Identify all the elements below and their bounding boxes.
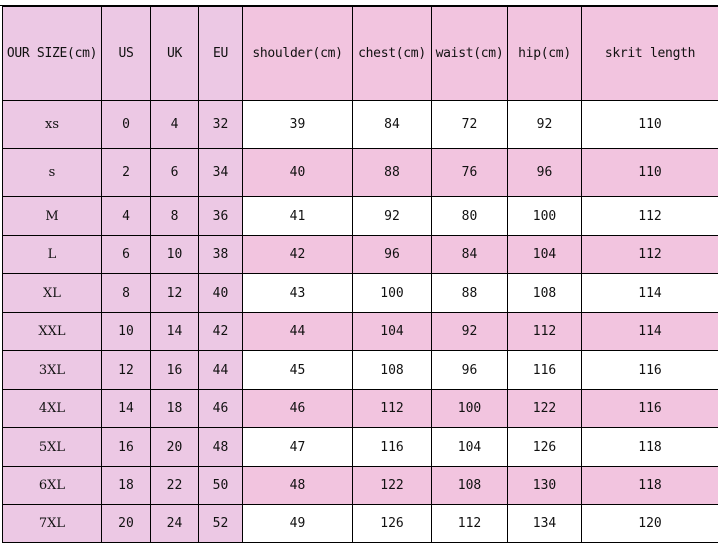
table-row	[3, 313, 718, 351]
chest-cell: 92	[353, 197, 432, 236]
shoulder-cell: 47	[243, 428, 353, 467]
waist-cell: 88	[432, 274, 508, 313]
table-row	[3, 149, 718, 197]
us-cell: 4	[102, 197, 151, 236]
waist-cell: 112	[432, 505, 508, 543]
length-cell: 116	[582, 351, 718, 390]
uk-cell: 8	[151, 197, 199, 236]
table-row	[3, 467, 718, 505]
uk-cell: 10	[151, 236, 199, 274]
table-row	[3, 197, 718, 236]
length-cell: 112	[582, 236, 718, 274]
size-cell: s	[3, 149, 102, 197]
size-cell: 6XL	[3, 467, 102, 505]
table-row	[3, 101, 718, 149]
eu-cell: 34	[199, 149, 243, 197]
chest-cell: 100	[353, 274, 432, 313]
hip-cell: 130	[508, 467, 582, 505]
hip-cell: 92	[508, 101, 582, 149]
waist-cell: 92	[432, 313, 508, 351]
chest-cell: 104	[353, 313, 432, 351]
shoulder-cell: 43	[243, 274, 353, 313]
eu-cell: 38	[199, 236, 243, 274]
us-cell: 2	[102, 149, 151, 197]
eu-cell: 32	[199, 101, 243, 149]
us-cell: 14	[102, 390, 151, 428]
hip-cell: 134	[508, 505, 582, 543]
size-cell: 5XL	[3, 428, 102, 467]
header-waist: waist(cm)	[432, 7, 508, 101]
shoulder-cell: 39	[243, 101, 353, 149]
size-cell: M	[3, 197, 102, 236]
uk-cell: 20	[151, 428, 199, 467]
header-us: US	[102, 7, 151, 101]
length-cell: 114	[582, 313, 718, 351]
table-row	[3, 390, 718, 428]
chest-cell: 126	[353, 505, 432, 543]
uk-cell: 6	[151, 149, 199, 197]
length-cell: 118	[582, 428, 718, 467]
length-cell: 110	[582, 101, 718, 149]
eu-cell: 36	[199, 197, 243, 236]
size-cell: L	[3, 236, 102, 274]
eu-cell: 40	[199, 274, 243, 313]
table-row	[3, 351, 718, 390]
waist-cell: 100	[432, 390, 508, 428]
table-row	[3, 505, 718, 543]
size-cell: XL	[3, 274, 102, 313]
us-cell: 16	[102, 428, 151, 467]
shoulder-cell: 44	[243, 313, 353, 351]
chest-cell: 112	[353, 390, 432, 428]
uk-cell: 4	[151, 101, 199, 149]
hip-cell: 126	[508, 428, 582, 467]
uk-cell: 12	[151, 274, 199, 313]
shoulder-cell: 49	[243, 505, 353, 543]
size-cell: 7XL	[3, 505, 102, 543]
header-uk: UK	[151, 7, 199, 101]
size-cell: xs	[3, 101, 102, 149]
header-size: OUR SIZE(cm)	[3, 7, 102, 101]
uk-cell: 16	[151, 351, 199, 390]
waist-cell: 72	[432, 101, 508, 149]
us-cell: 12	[102, 351, 151, 390]
waist-cell: 84	[432, 236, 508, 274]
header-eu: EU	[199, 7, 243, 101]
eu-cell: 42	[199, 313, 243, 351]
uk-cell: 24	[151, 505, 199, 543]
hip-cell: 104	[508, 236, 582, 274]
size-cell: 4XL	[3, 390, 102, 428]
length-cell: 116	[582, 390, 718, 428]
header-row	[3, 7, 718, 101]
length-cell: 120	[582, 505, 718, 543]
table-row	[3, 236, 718, 274]
shoulder-cell: 45	[243, 351, 353, 390]
waist-cell: 80	[432, 197, 508, 236]
uk-cell: 18	[151, 390, 199, 428]
length-cell: 112	[582, 197, 718, 236]
table-row	[3, 274, 718, 313]
shoulder-cell: 48	[243, 467, 353, 505]
us-cell: 10	[102, 313, 151, 351]
header-hip: hip(cm)	[508, 7, 582, 101]
chest-cell: 122	[353, 467, 432, 505]
header-shoulder: shoulder(cm)	[243, 7, 353, 101]
hip-cell: 112	[508, 313, 582, 351]
uk-cell: 22	[151, 467, 199, 505]
size-table	[2, 6, 718, 543]
waist-cell: 76	[432, 149, 508, 197]
shoulder-cell: 42	[243, 236, 353, 274]
hip-cell: 108	[508, 274, 582, 313]
us-cell: 8	[102, 274, 151, 313]
waist-cell: 108	[432, 467, 508, 505]
eu-cell: 52	[199, 505, 243, 543]
chest-cell: 96	[353, 236, 432, 274]
waist-cell: 104	[432, 428, 508, 467]
eu-cell: 50	[199, 467, 243, 505]
chest-cell: 108	[353, 351, 432, 390]
us-cell: 0	[102, 101, 151, 149]
table-row	[3, 428, 718, 467]
header-chest: chest(cm)	[353, 7, 432, 101]
us-cell: 18	[102, 467, 151, 505]
shoulder-cell: 41	[243, 197, 353, 236]
uk-cell: 14	[151, 313, 199, 351]
us-cell: 20	[102, 505, 151, 543]
shoulder-cell: 46	[243, 390, 353, 428]
eu-cell: 48	[199, 428, 243, 467]
size-cell: XXL	[3, 313, 102, 351]
eu-cell: 44	[199, 351, 243, 390]
hip-cell: 100	[508, 197, 582, 236]
shoulder-cell: 40	[243, 149, 353, 197]
size-cell: 3XL	[3, 351, 102, 390]
header-length: skrit length	[582, 7, 718, 101]
length-cell: 114	[582, 274, 718, 313]
hip-cell: 116	[508, 351, 582, 390]
waist-cell: 96	[432, 351, 508, 390]
chest-cell: 84	[353, 101, 432, 149]
chest-cell: 116	[353, 428, 432, 467]
chest-cell: 88	[353, 149, 432, 197]
hip-cell: 122	[508, 390, 582, 428]
eu-cell: 46	[199, 390, 243, 428]
hip-cell: 96	[508, 149, 582, 197]
length-cell: 118	[582, 467, 718, 505]
us-cell: 6	[102, 236, 151, 274]
length-cell: 110	[582, 149, 718, 197]
